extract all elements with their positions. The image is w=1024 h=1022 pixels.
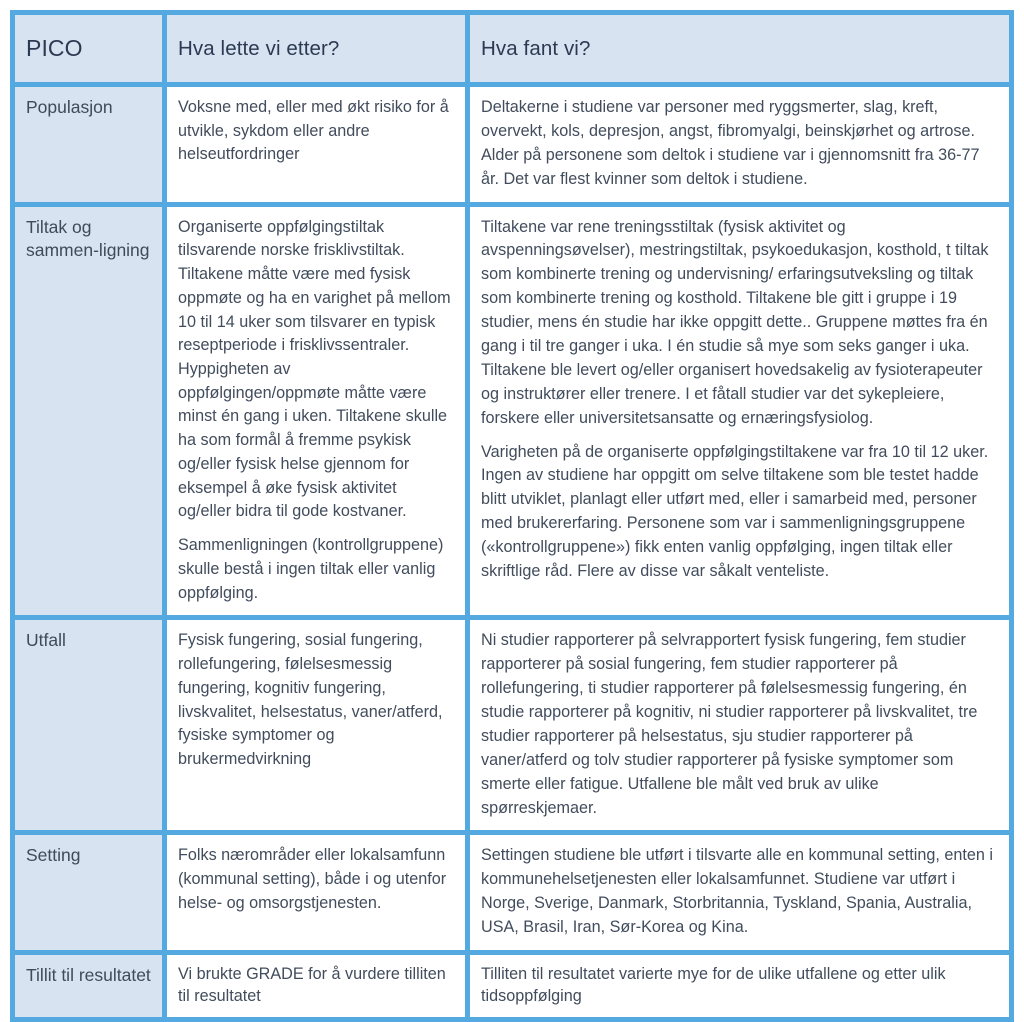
- cell-setting-found: [465, 830, 1014, 950]
- table-row-utfall: [10, 615, 1014, 830]
- row-label-setting: [10, 830, 162, 950]
- cell-populasjon-found: [465, 82, 1014, 202]
- row-label-populasjon: [10, 82, 162, 202]
- column-header-pico-label: PICO: [26, 35, 83, 62]
- paragraph: Folks nærområder eller lokalsamfunn (kommunal setting), både i og utenfor helse- og omsorgstjenesten.: [178, 846, 447, 912]
- row-label-text: Populasjon: [26, 97, 113, 117]
- paragraph: Sammenligningen (kontrollgruppene) skulle bestå i ingen tiltak eller vanlig oppfølging.: [178, 536, 444, 602]
- paragraph: Varigheten på de organiserte oppfølgingstiltakene var fra 10 til 12 uker. Ingen av studiene har oppgitt om selve tiltakene som ble testet hadde blitt utviklet, planlagt eller utført med, eller i samarbeid med, personer med brukererfaring. Personene som var i sammenligningsgruppene («kontrollgruppene») fikk enten vanlig oppfølging, ingen tiltak eller skriftlige råd. Flere av disse var såkalt venteliste.: [481, 442, 989, 581]
- row-label-tillit: [10, 950, 162, 1022]
- paragraph: Organiserte oppfølgingstiltak tilsvarende norske frisklivstiltak. Tiltakene måtte være med fysisk oppmøte og ha en varighet på mellom 10 til 14 uker som tilsvarer en typisk reseptperiode i frisklivssentraler. Hyppigheten av oppfølgingen/oppmøte måtte være minst én gang i uken. Tiltakene skulle ha som formål å fremme psykisk og/eller fysisk helse gjennom for eksempel å øke fysisk aktivitet og/eller bidra til gode kostvaner.: [178, 217, 451, 521]
- paragraph: Ni studier rapporterer på selvrapportert fysisk fungering, fem studier rapporterer på sosial fungering, fem studier rapporterer på rollefungering, ti studier rapporterer på følelsesmessig fungering, én studie rapporterer på kognitiv, ni studier rapporterer på livskvalitet, tre studier rapporterer på helsestatus, sju studier rapporterer på vaner/atferd og tolv studier rapporterer på fysiske symptomer som smerte eller fatigue. Utfallene ble målt ved bruk av ulike spørreskjemaer.: [481, 631, 978, 817]
- table-row-tillit: [10, 950, 1014, 1022]
- column-header-pico: [10, 10, 162, 82]
- paragraph: Deltakerne i studiene var personer med ryggsmerter, slag, kreft, overvekt, kols, depresjon, angst, fibromyalgi, beinskjørhet og artrose. Alder på personene som deltok i studiene var i gjennomsnitt fra 36-77 år. Det var flest kvinner som deltok i studiene.: [481, 98, 980, 188]
- cell-tiltak-searched-for: [162, 202, 465, 616]
- cell-tiltak-found: [465, 202, 1014, 616]
- row-label-text: Setting: [26, 845, 81, 866]
- paragraph: Voksne med, eller med økt risiko for å utvikle, sykdom eller andre helseutfordringer: [178, 98, 449, 164]
- column-header-found-label: Hva fant vi?: [481, 36, 591, 60]
- column-header-searched-for: [162, 10, 465, 82]
- column-header-searched-for-label: Hva lette vi etter?: [178, 36, 340, 60]
- paragraph: Tilliten til resultatet varierte mye for de ulike utfallene og etter ulik tidsoppfølging: [481, 965, 946, 1005]
- cell-tillit-found: [465, 950, 1014, 1022]
- paragraph: Fysisk fungering, sosial fungering, rollefungering, følelsesmessig fungering, kognitiv fungering, livskvalitet, helsestatus, vaner/atferd, fysiske symptomer og brukermedvirkning: [178, 631, 443, 768]
- paragraph: Tiltakene var rene treningsstiltak (fysisk aktivitet og avspenningsøvelser), mestringstiltak, psykoedukasjon, kosthold, t tiltak som kombinerte trening og undervisning/ erfaringsutveksling og tiltak som kombinerte trening og kosthold. Tiltakene ble gitt i gruppe i 19 studier, mens én studie har ikke oppgitt dette.. Gruppene møttes fra én gang i til tre ganger i uka. I én studie så mye som seks ganger i uka. Tiltakene ble levert og/eller organisert hovedsakelig av fysioterapeuter og instruktører eller trenere. I et fåtall studier var det sykepleiere, forskere eller universitetsansatte og ernæringsfysiolog.: [481, 217, 989, 427]
- table-row-setting: [10, 830, 1014, 950]
- row-label-tiltak: [10, 202, 162, 616]
- row-label-text: Tillit til resultatet: [26, 965, 151, 985]
- cell-utfall-searched-for: [162, 615, 465, 830]
- row-label-text: Tiltak og sammen-ligning: [26, 216, 150, 260]
- row-label-text: Utfall: [26, 630, 66, 651]
- table-row-tiltak: [10, 202, 1014, 616]
- cell-setting-searched-for: [162, 830, 465, 950]
- table-body: [10, 82, 1014, 1022]
- pico-summary-table: [10, 10, 1014, 1022]
- table-header: [10, 10, 1014, 82]
- cell-utfall-found: [465, 615, 1014, 830]
- row-label-utfall: [10, 615, 162, 830]
- paragraph: Settingen studiene ble utført i tilsvarte alle en kommunal setting, enten i kommunehelsetjenesten eller lokalsamfunnet. Studiene var utført i Norge, Sverige, Danmark, Storbritannia, Tyskland, Spania, Australia, USA, Brasil, Iran, Sør-Korea og Kina.: [481, 846, 993, 937]
- table-header-row: [10, 10, 1014, 82]
- table-row-populasjon: [10, 82, 1014, 202]
- paragraph: Vi brukte GRADE for å vurdere tilliten til resultatet: [178, 965, 446, 1005]
- cell-tillit-searched-for: [162, 950, 465, 1022]
- column-header-found: [465, 10, 1014, 82]
- cell-populasjon-searched-for: [162, 82, 465, 202]
